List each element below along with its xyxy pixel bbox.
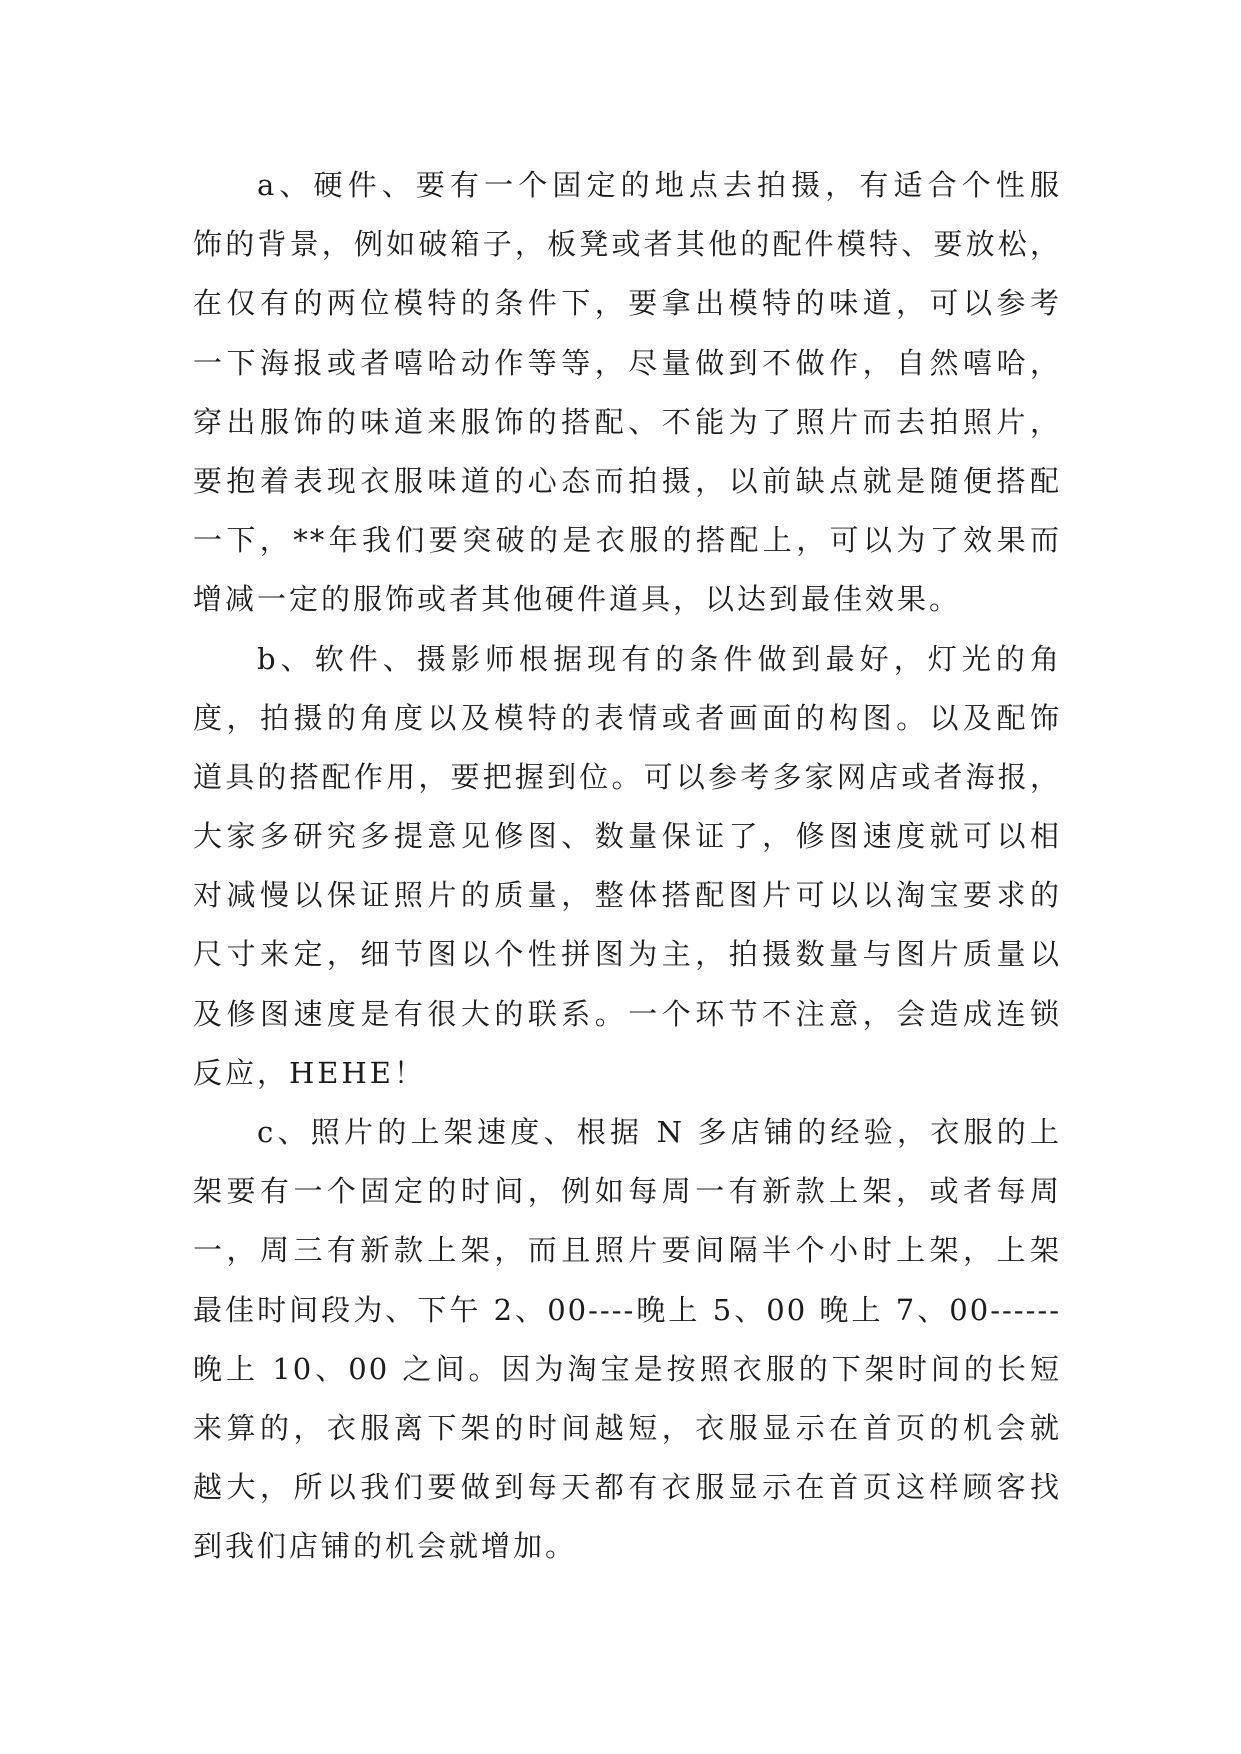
paragraph-a-line-8: 增减一定的服饰或者其他硬件道具，以达到最佳效果。 bbox=[193, 582, 962, 617]
paragraph-c-line-8: 到我们店铺的机会就增加。 bbox=[193, 1529, 578, 1564]
paragraph-a-line-2: 饰的背景，例如破箱子，板凳或者其他的配件模特、要放松， bbox=[193, 227, 1061, 262]
paragraph-c-line-7: 越大，所以我们要做到每天都有衣服显示在首页这样顾客找 bbox=[193, 1470, 1061, 1505]
paragraph-c-line-2: 架要有一个固定的时间，例如每周一有新款上架，或者每周 bbox=[193, 1174, 1061, 1209]
paragraph-b-line-5: 对减慢以保证照片的质量，整体搭配图片可以以淘宝要求的 bbox=[193, 878, 1061, 913]
paragraph-a-line-6: 要抱着表现衣服味道的心态而拍摄，以前缺点就是随便搭配 bbox=[193, 463, 1061, 498]
paragraph-b-line-4: 大家多研究多提意见修图、数量保证了，修图速度就可以相 bbox=[193, 819, 1061, 854]
paragraph-a-line-4: 一下海报或者嘻哈动作等等，尽量做到不做作，自然嘻哈， bbox=[193, 345, 1061, 380]
paragraph-c-line-6: 来算的，衣服离下架的时间越短，衣服显示在首页的机会就 bbox=[193, 1410, 1061, 1445]
paragraph-a-line-5: 穿出服饰的味道来服饰的搭配、不能为了照片而去拍照片， bbox=[193, 404, 1061, 439]
paragraph-b-line-3: 道具的搭配作用，要把握到位。可以参考多家网店或者海报， bbox=[193, 759, 1061, 794]
paragraph-b-line-2: 度，拍摄的角度以及模特的表情或者画面的构图。以及配饰 bbox=[193, 700, 1061, 735]
paragraph-b-line-1: b、软件、摄影师根据现有的条件做到最好，灯光的角 bbox=[257, 641, 1061, 676]
paragraph-c-line-3: 一，周三有新款上架，而且照片要间隔半个小时上架，上架 bbox=[193, 1233, 1061, 1268]
paragraph-c-line-4: 最佳时间段为、下午 2、00----晚上 5、00 晚上 7、00------ bbox=[193, 1292, 1061, 1327]
paragraph-a-line-7: 一下，**年我们要突破的是衣服的搭配上，可以为了效果而 bbox=[193, 523, 1061, 558]
paragraph-c-line-5: 晚上 10、00 之间。因为淘宝是按照衣服的下架时间的长短 bbox=[193, 1351, 1061, 1386]
paragraph-a-line-1: a、硬件、要有一个固定的地点去拍摄，有适合个性服 bbox=[257, 168, 1061, 202]
paragraph-c-line-1: c、照片的上架速度、根据 N 多店铺的经验，衣服的上 bbox=[257, 1115, 1061, 1149]
paragraph-a bbox=[193, 156, 1061, 630]
paragraph-a-line-3: 在仅有的两位模特的条件下，要拿出模特的味道，可以参考 bbox=[193, 286, 1061, 321]
document-body bbox=[193, 156, 1061, 1577]
paragraph-b-line-6: 尺寸来定，细节图以个性拼图为主，拍摄数量与图片质量以 bbox=[193, 937, 1061, 972]
paragraph-b-line-7: 及修图速度是有很大的联系。一个环节不注意，会造成连锁 bbox=[193, 996, 1061, 1031]
paragraph-b-line-8: 反应，HEHE！ bbox=[193, 1055, 426, 1090]
paragraph-c bbox=[193, 1103, 1061, 1577]
paragraph-b bbox=[193, 630, 1061, 1104]
